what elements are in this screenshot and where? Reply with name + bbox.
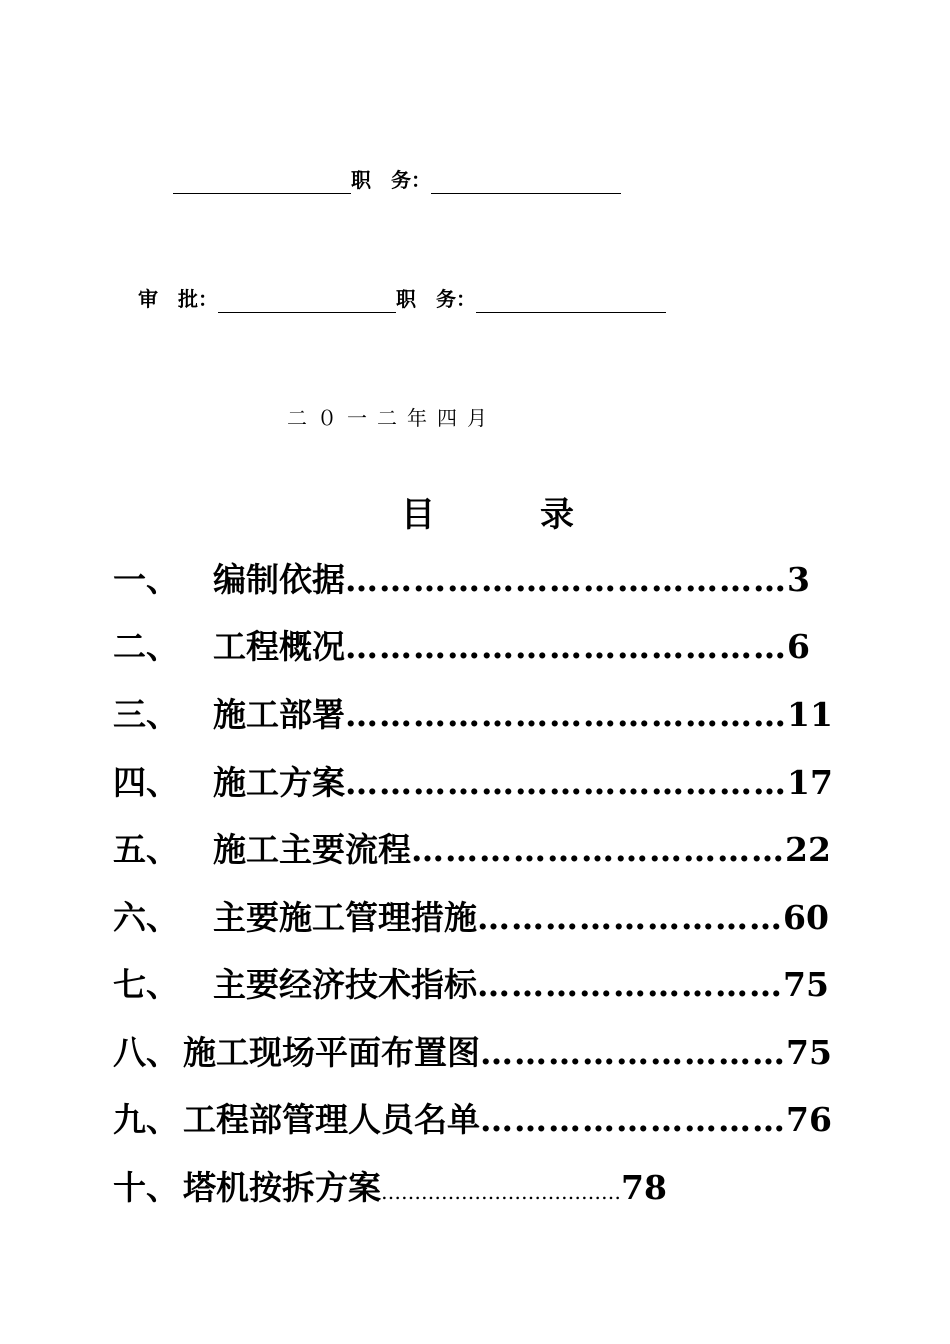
document-date: 二０一二年四月 xyxy=(287,406,497,430)
toc-item-page: 75 xyxy=(786,1033,832,1072)
toc-item[interactable] xyxy=(113,1100,832,1140)
toc-item-number: 十、 xyxy=(113,1168,179,1207)
toc-item-page: 60 xyxy=(783,898,829,937)
toc-item-leader: …………………………… xyxy=(411,830,785,869)
approver-blank-line xyxy=(218,286,396,313)
toc-item[interactable] xyxy=(113,830,831,870)
signature-row-2 xyxy=(138,285,666,313)
toc-item-title: 主要施工管理措施 xyxy=(213,898,477,937)
toc-item-number: 七、 xyxy=(113,965,179,1004)
toc-item[interactable] xyxy=(113,898,829,938)
toc-item-title: 施工现场平面布置图 xyxy=(183,1033,480,1072)
toc-item[interactable] xyxy=(113,1033,832,1073)
toc-item-leader: ……………………………… xyxy=(381,1180,621,1204)
toc-item-title: 工程概况 xyxy=(213,627,345,666)
toc-item[interactable] xyxy=(113,965,829,1005)
toc-item-leader: ……………………… xyxy=(477,898,783,937)
toc-item-number: 四、 xyxy=(113,763,179,802)
toc-item[interactable] xyxy=(113,695,833,735)
toc-item[interactable] xyxy=(113,763,833,803)
toc-title-left: 目 xyxy=(401,495,435,535)
toc-item-number: 二、 xyxy=(113,627,179,666)
toc-item-leader: ………………………………… xyxy=(345,695,787,734)
position-label: 职 务： xyxy=(351,168,431,192)
toc-item-title: 编制依据 xyxy=(213,560,345,599)
toc-item-number: 三、 xyxy=(113,695,179,734)
toc-item-leader: ………………………………… xyxy=(345,627,787,666)
toc-item-title: 主要经济技术指标 xyxy=(213,965,477,1004)
toc-item-number: 五、 xyxy=(113,830,179,869)
signature-row-1 xyxy=(173,166,621,194)
toc-item-page: 76 xyxy=(786,1100,832,1139)
approve-label: 审 批： xyxy=(138,287,218,311)
position-label: 职 务： xyxy=(396,287,476,311)
toc-item-leader: ……………………… xyxy=(480,1033,786,1072)
toc-item-page: 17 xyxy=(787,763,833,802)
toc-item-title: 施工方案 xyxy=(213,763,345,802)
toc-item-page: 6 xyxy=(787,627,810,666)
toc-item-number: 一、 xyxy=(113,560,179,599)
toc-item-page: 3 xyxy=(787,560,810,599)
toc-item[interactable] xyxy=(113,1168,667,1212)
toc-item-title: 施工部署 xyxy=(213,695,345,734)
toc-item-number: 九、 xyxy=(113,1100,179,1139)
toc-item-title: 塔机按拆方案 xyxy=(183,1168,381,1207)
toc-item-leader: ………………………………… xyxy=(345,763,787,802)
toc-item-page: 78 xyxy=(621,1168,667,1207)
position-blank-line xyxy=(431,167,621,194)
toc-item-title: 工程部管理人员名单 xyxy=(183,1100,480,1139)
toc-item-leader: ……………………… xyxy=(477,965,783,1004)
toc-item-page: 75 xyxy=(783,965,829,1004)
position-blank-line xyxy=(476,286,666,313)
toc-title-right: 录 xyxy=(540,495,574,535)
toc-item-page: 22 xyxy=(785,830,831,869)
toc-item-page: 11 xyxy=(787,695,833,734)
toc-item[interactable] xyxy=(113,627,810,667)
toc-item-number: 八、 xyxy=(113,1033,179,1072)
toc-item-title: 施工主要流程 xyxy=(213,830,411,869)
toc-item-leader: ……………………… xyxy=(480,1100,786,1139)
toc-item-leader: ………………………………… xyxy=(345,560,787,599)
name-blank-line xyxy=(173,167,351,194)
toc-item-number: 六、 xyxy=(113,898,179,937)
toc-item[interactable] xyxy=(113,560,810,600)
